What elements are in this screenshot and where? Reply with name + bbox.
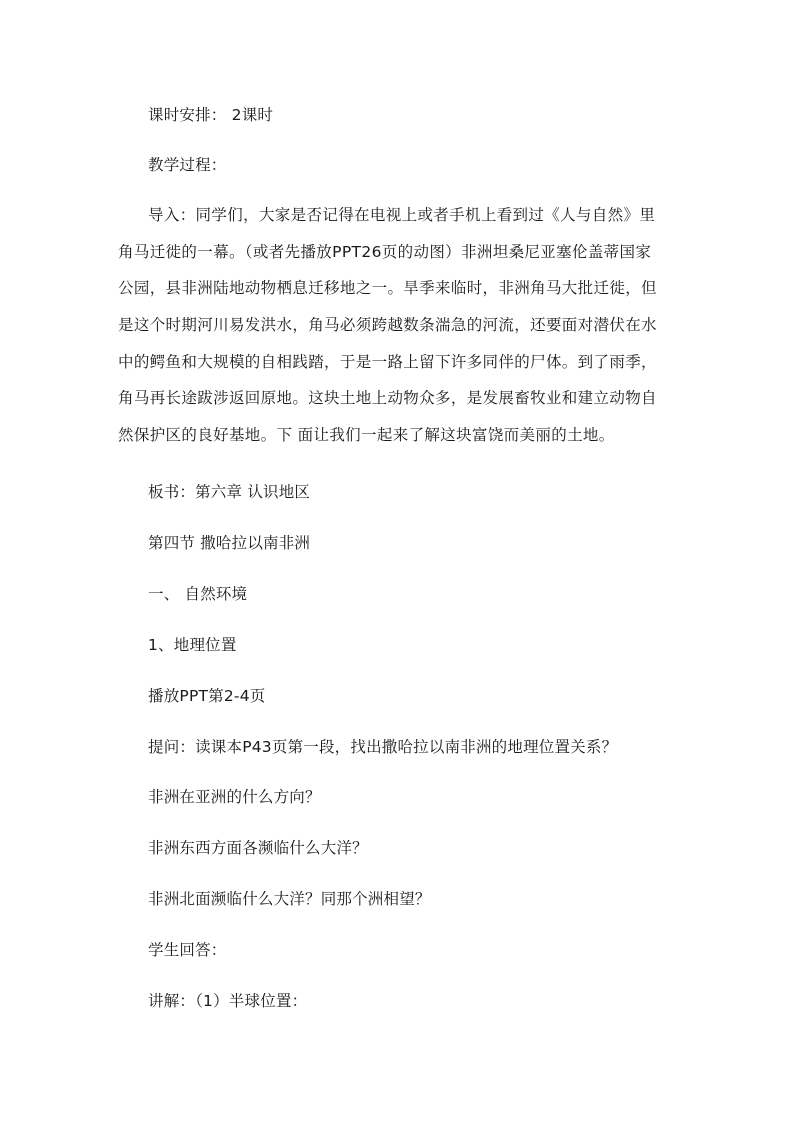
board-heading: 板书：第六章 认识地区 [148,483,311,501]
intro-line: 角马再长途跋涉返回原地。这块土地上动物众多，是发展畜牧业和建立动物自 [118,389,657,408]
question-item: 非洲北面濒临什么大洋？同那个洲相望？ [148,890,431,908]
intro-paragraph [118,205,678,462]
explanation-line: 讲解：（1）半球位置： [148,992,308,1010]
intro-line: 角马迁徙的一幕。（或者先播放PPT26页的动图）非洲坦桑尼亚塞伦盖蒂国家 [118,242,652,261]
student-answer-label: 学生回答： [148,941,227,959]
question-item: 非洲在亚洲的什么方向？ [148,788,321,806]
item-heading: 1、地理位置 [148,636,237,654]
intro-line: 然保护区的良好基地。下 面让我们一起来了解这块富饶而美丽的土地。 [118,426,615,445]
question-item: 非洲东西方面各濒临什么大洋？ [148,839,368,857]
intro-line: 导入：同学们，大家是否记得在电视上或者手机上看到过《人与自然》里 [148,206,656,224]
process-heading: 教学过程： [148,156,227,174]
section-title: 第四节 撒哈拉以南非洲 [148,534,311,552]
part-heading: 一、 自然环境 [148,585,248,603]
ppt-instruction: 播放PPT第2-4页 [148,687,266,705]
intro-line: 是这个时期河川易发洪水，角马必须跨越数条湍急的河流，还要面对潜伏在水 [118,316,657,335]
intro-line: 中的鳄鱼和大规模的自相践踏，于是一路上留下许多同伴的尸体。到了雨季， [118,352,657,371]
schedule-line: 课时安排： 2课时 [148,106,274,124]
question-prompt: 提问：读课本P43页第一段，找出撒哈拉以南非洲的地理位置关系？ [148,738,618,756]
intro-line: 公园，县非洲陆地动物栖息迁移地之一。旱季来临时，非洲角马大批迁徙，但 [118,279,657,298]
